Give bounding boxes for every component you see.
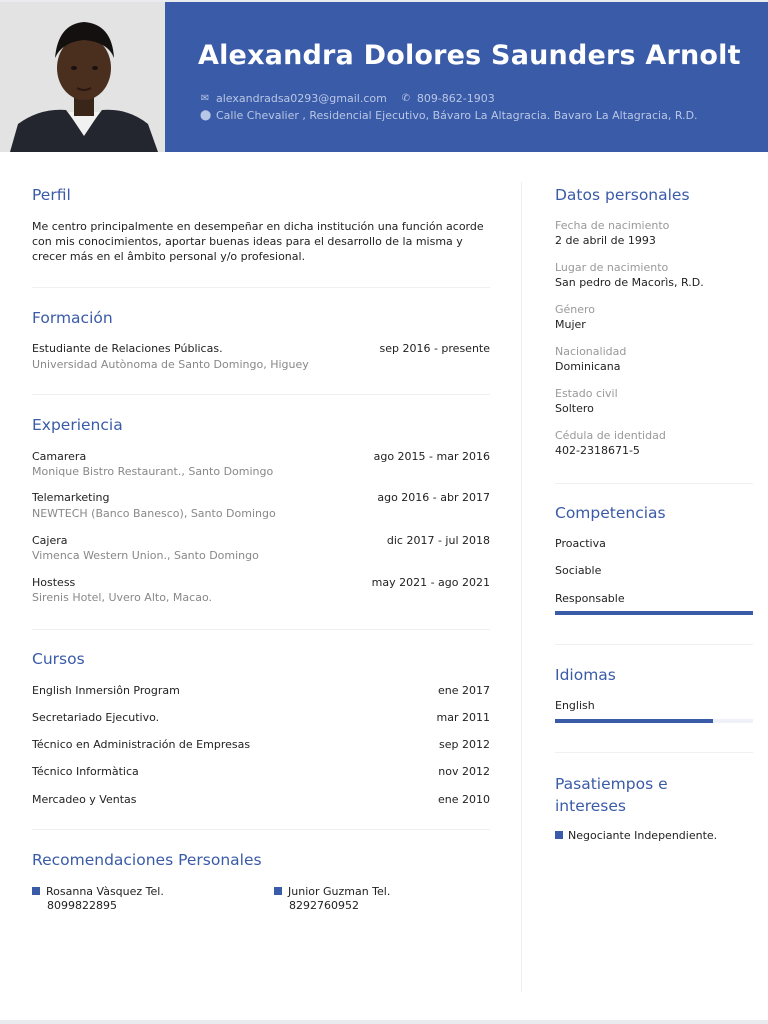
personal-label: Lugar de nacimiento [555,261,669,274]
education-place: Universidad Autònoma de Santo Domingo, Higuey [32,358,309,371]
contact-row-address [200,109,698,122]
column-divider [521,182,522,992]
section-title-profile: Perfil [32,186,71,204]
contact-phone[interactable]: 809-862-1903 [416,92,495,105]
bullet-square-icon [32,887,40,895]
reference-name: Rosanna Vàsquez Tel. [46,885,164,898]
reference-name: Junior Guzman Tel. [288,885,391,898]
hobby-item [555,829,717,842]
experience-title: Cajera [32,534,68,547]
language-level-bar [555,719,753,723]
section-divider [32,394,490,395]
reference-item [274,885,390,913]
section-divider [555,644,753,645]
skill-item: Responsable [555,592,625,605]
section-divider [32,287,490,288]
profile-photo [0,2,165,152]
language-item: English [555,699,595,712]
experience-date: may 2021 - ago 2021 [371,576,490,589]
experience-date: dic 2017 - jul 2018 [386,534,490,547]
profile-text: Me centro principalmente en desempeñar en dicha institución una función acorde con mis conocimientos, aportar buenas ideas para el desarrollo de la misma y crecer más en el âmbito personal y/o profesional. [32,220,484,263]
experience-place: NEWTECH (Banco Banesco), Santo Domingo [32,507,276,520]
personal-label: Fecha de nacimiento [555,219,670,232]
personal-value: Soltero [555,402,594,415]
education-title: Estudiante de Relaciones Públicas. [32,342,223,355]
section-divider [555,483,753,484]
language-level-fill [555,719,713,723]
personal-value: 2 de abril de 1993 [555,234,656,247]
section-title-hobbies [555,773,668,817]
course-title: Mercadeo y Ventas [32,793,137,806]
phone-icon: ✆ [401,93,411,104]
section-title-education: Formación [32,309,113,327]
skill-level-bar [555,611,753,615]
contact-row-primary [200,92,495,105]
personal-label: Cédula de identidad [555,429,666,442]
contact-address: Calle Chevalier , Residencial Ejecutivo, Bávaro La Altagracia. Bavaro La Altagracia, R.D. [216,109,698,122]
reference-item [32,885,164,913]
candidate-name: Alexandra Dolores Saunders Arnolt [198,40,741,71]
envelope-icon: ✉ [200,93,210,104]
skill-level-fill [555,611,753,615]
course-date: nov 2012 [438,765,490,778]
section-title-experience: Experiencia [32,416,123,434]
section-divider [555,752,753,753]
course-title: Técnico en Administración de Empresas [32,738,251,751]
bullet-square-icon [555,831,563,839]
skill-item: Proactiva [555,537,606,550]
experience-place: Vimenca Western Union., Santo Domingo [32,549,259,562]
course-date: sep 2012 [439,738,490,751]
bullet-square-icon [274,887,282,895]
personal-value: Dominicana [555,360,621,373]
personal-label: Estado civil [555,387,618,400]
resume-header [0,2,768,152]
course-date: ene 2010 [438,793,490,806]
personal-value: San pedro de Macorìs, R.D. [555,276,704,289]
experience-date: ago 2015 - mar 2016 [373,450,490,463]
reference-phone: 8099822895 [47,899,117,912]
experience-date: ago 2016 - abr 2017 [377,491,490,504]
section-title-personal: Datos personales [555,186,690,204]
experience-title: Camarera [32,450,87,463]
section-title-hobbies-line2: intereses [555,797,626,815]
personal-value: 402-2318671-5 [555,444,640,457]
course-title: Secretariado Ejecutivo. [32,711,160,724]
section-divider [32,829,490,830]
education-date: sep 2016 - presente [379,342,490,355]
location-pin-icon: ⬤ [200,110,212,121]
profile-photo-illustration [0,2,165,152]
reference-phone: 8292760952 [289,899,359,912]
experience-title: Telemarketing [32,491,110,504]
experience-place: Monique Bistro Restaurant., Santo Domingo [32,465,274,478]
experience-title: Hostess [32,576,76,589]
contact-email[interactable]: alexandradsa0293@gmail.com [216,92,387,105]
section-title-languages: Idiomas [555,666,616,684]
section-divider [32,629,490,630]
course-date: ene 2017 [438,684,490,697]
section-title-references: Recomendaciones Personales [32,851,262,869]
skill-item: Sociable [555,564,602,577]
personal-value: Mujer [555,318,586,331]
section-title-courses: Cursos [32,650,85,668]
experience-place: Sirenis Hotel, Uvero Alto, Macao. [32,591,212,604]
section-title-hobbies-line1: Pasatiempos e [555,775,668,793]
personal-label: Género [555,303,596,316]
course-title: English Inmersiôn Program [32,684,180,697]
personal-label: Nacionalidad [555,345,627,358]
resume-page [0,2,768,1020]
course-date: mar 2011 [436,711,490,724]
hobby-label: Negociante Independiente. [568,829,718,842]
course-title: Técnico Informàtica [32,765,139,778]
section-title-skills: Competencias [555,504,666,522]
